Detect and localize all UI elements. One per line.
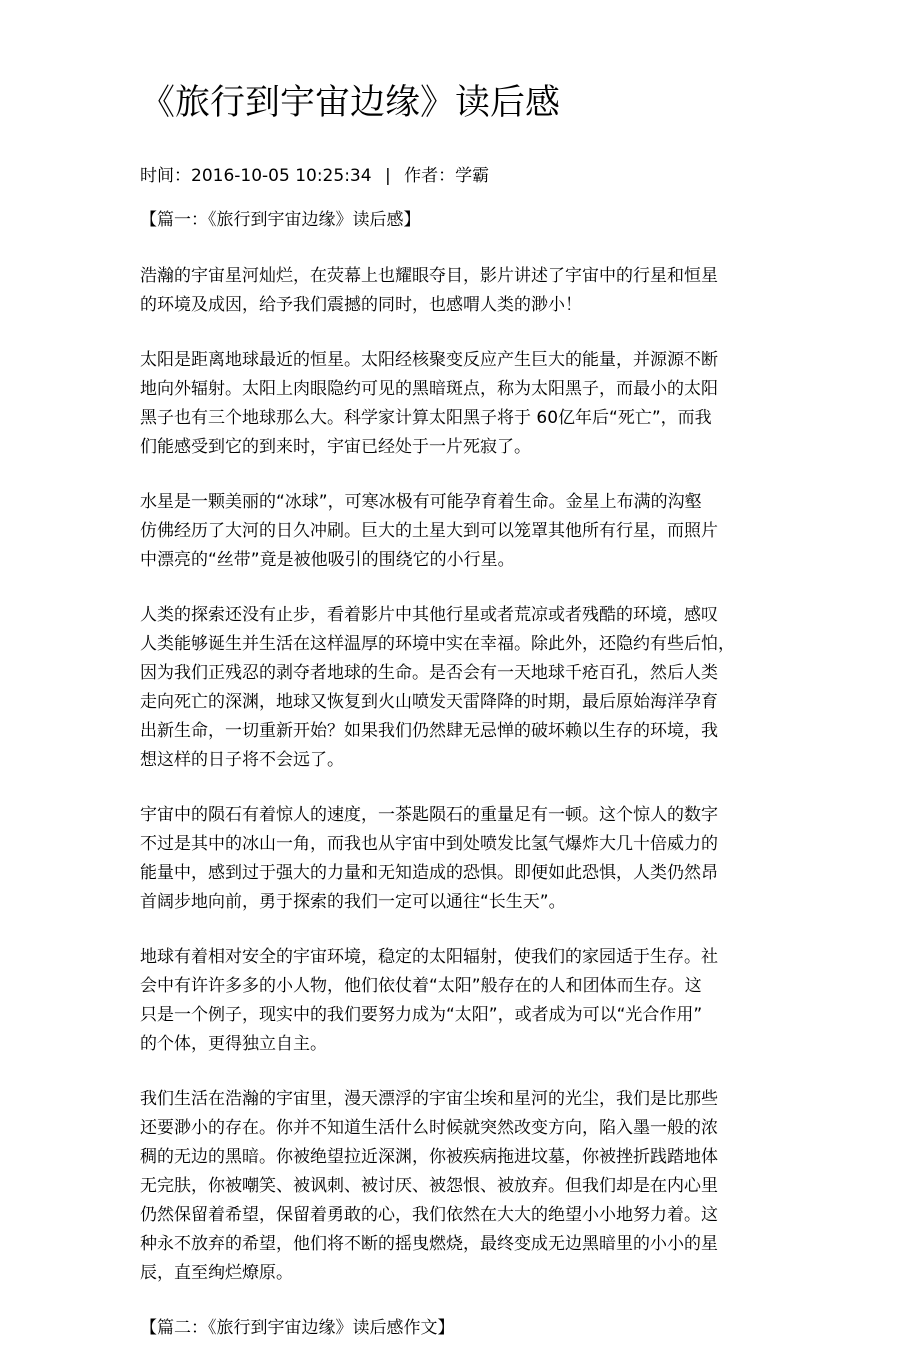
paragraph — [140, 943, 780, 1059]
paragraph-line: 因为我们正残忍的剥夺者地球的生命。是否会有一天地球千疮百孔，然后人类 — [140, 663, 718, 683]
paragraph — [140, 601, 780, 775]
paragraph-line: 想这样的日子将不会远了。 — [140, 750, 344, 770]
paragraph-line: 还要渺小的存在。你并不知道生活什么时候就突然改变方向，陷入墨一般的浓 — [140, 1118, 718, 1138]
paragraph-line: 的环境及成因，给予我们震撼的同时，也感喟人类的渺小！ — [140, 295, 582, 315]
paragraph-line: 浩瀚的宇宙星河灿烂，在荧幕上也耀眼夺目，影片讲述了宇宙中的行星和恒星 — [140, 266, 718, 286]
page-title: 《旅行到宇宙边缘》读后感 — [140, 83, 561, 123]
paragraph-line: 稠的无边的黑暗。你被绝望拉近深渊，你被疾病拖进坟墓，你被挫折践踏地体 — [140, 1147, 718, 1167]
paragraph-line: 只是一个例子，现实中的我们要努力成为“太阳”，或者成为可以“光合作用” — [140, 1005, 703, 1025]
paragraph-line: 人类的探索还没有止步，看着影片中其他行星或者荒凉或者残酷的环境，感叹 — [140, 605, 718, 625]
paragraph-line: 会中有许许多多的小人物，他们依仗着“太阳”般存在的人和团体而生存。这 — [140, 976, 702, 996]
paragraph-line: 首阔步地向前，勇于探索的我们一定可以通往“长生天”。 — [140, 892, 566, 912]
paragraph — [140, 1085, 780, 1288]
paragraph-line: 水星是一颗美丽的“冰球”，可寒冰极有可能孕育着生命。金星上布满的沟壑 — [140, 492, 702, 512]
paragraph-line: 种永不放弃的希望，他们将不断的摇曳燃烧，最终变成无边黑暗里的小小的星 — [140, 1234, 718, 1254]
paragraph — [140, 488, 780, 575]
paragraph-line: 仍然保留着希望，保留着勇敢的心，我们依然在大大的绝望小小地努力着。这 — [140, 1205, 718, 1225]
paragraph-line: 走向死亡的深渊，地球又恢复到火山喷发天雷降降的时期，最后原始海洋孕育 — [140, 692, 718, 712]
author: 作者：学霸 — [404, 166, 490, 186]
publish-time: 时间：2016-10-05 10:25:34 — [140, 166, 372, 186]
paragraph-line: 我们生活在浩瀚的宇宙里，漫天漂浮的宇宙尘埃和星河的光尘，我们是比那些 — [140, 1089, 718, 1109]
paragraph-line: 无完肤，你被嘲笑、被讽刺、被讨厌、被怨恨、被放弃。但我们却是在内心里 — [140, 1176, 718, 1196]
paragraph-line: 宇宙中的陨石有着惊人的速度，一茶匙陨石的重量足有一顿。这个惊人的数字 — [140, 805, 718, 825]
article-meta — [140, 163, 489, 189]
paragraph — [140, 262, 780, 320]
paragraph-line: 太阳是距离地球最近的恒星。太阳经核聚变反应产生巨大的能量，并源源不断 — [140, 350, 718, 370]
section-heading-2: 【篇二：《旅行到宇宙边缘》读后感作文】 — [140, 1318, 455, 1338]
paragraph-line: 黑子也有三个地球那么大。科学家计算太阳黑子将于 60亿年后“死亡”，而我 — [140, 408, 712, 428]
paragraph-line: 地向外辐射。太阳上肉眼隐约可见的黑暗斑点，称为太阳黑子，而最小的太阳 — [140, 379, 718, 399]
paragraph-line: 出新生命，一切重新开始？如果我们仍然肆无忌惮的破坏赖以生存的环境，我 — [140, 721, 718, 741]
paragraph-line: 的个体，更得独立自主。 — [140, 1034, 327, 1054]
meta-separator: | — [384, 166, 391, 186]
paragraph-line: 地球有着相对安全的宇宙环境，稳定的太阳辐射，使我们的家园适于生存。社 — [140, 947, 718, 967]
section-heading-1: 【篇一：《旅行到宇宙边缘》读后感】 — [140, 210, 421, 230]
paragraph — [140, 801, 780, 917]
paragraph-line: 能量中，感到过于强大的力量和无知造成的恐惧。即便如此恐惧，人类仍然昂 — [140, 863, 718, 883]
paragraph-line: 仿佛经历了大河的日久冲刷。巨大的土星大到可以笼罩其他所有行星，而照片 — [140, 521, 718, 541]
paragraph-line: 们能感受到它的到来时，宇宙已经处于一片死寂了。 — [140, 437, 531, 457]
article-body — [140, 206, 780, 1370]
paragraph-line: 不过是其中的冰山一角，而我也从宇宙中到处喷发比氢气爆炸大几十倍威力的 — [140, 834, 718, 854]
paragraph-line: 人类能够诞生并生活在这样温厚的环境中实在幸福。除此外，还隐约有些后怕， — [140, 634, 735, 654]
paragraph — [140, 346, 780, 462]
paragraph-line: 中漂亮的“丝带”竟是被他吸引的围绕它的小行星。 — [140, 550, 515, 570]
paragraph-line: 辰，直至绚烂燎原。 — [140, 1263, 293, 1283]
